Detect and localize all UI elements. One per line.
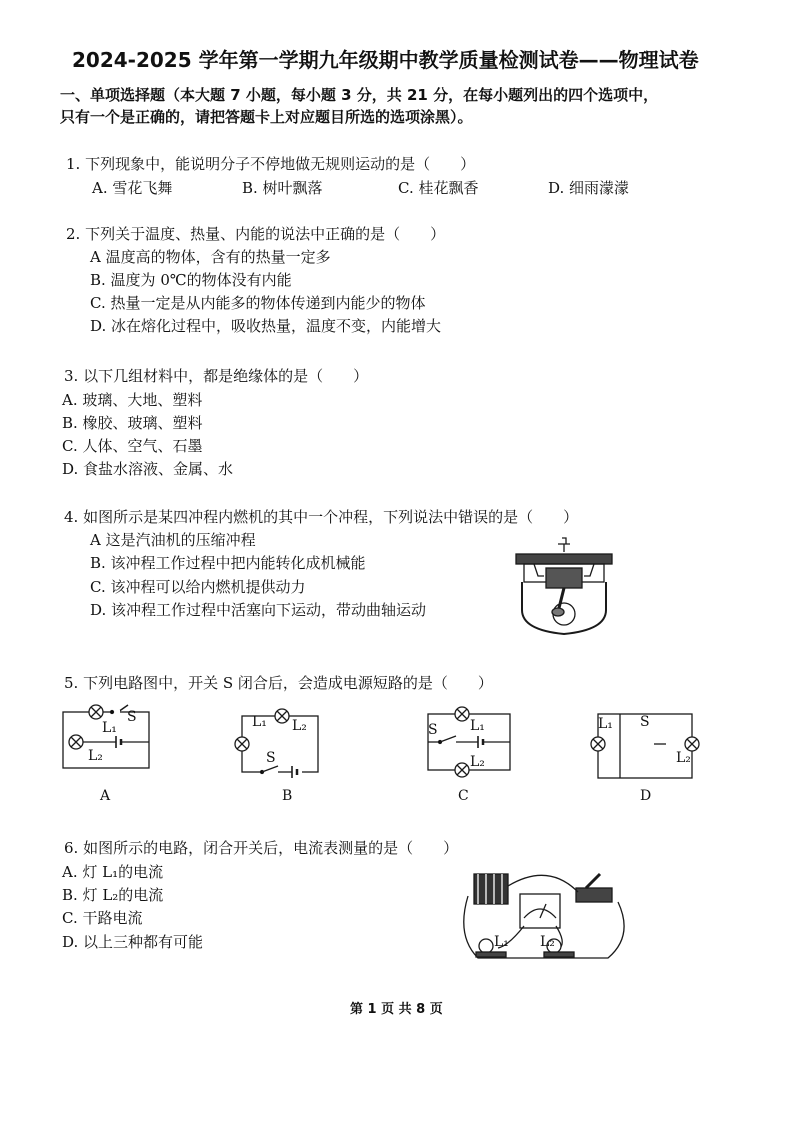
q6-option-d[interactable]: D. 以上三种都有可能 <box>62 933 204 951</box>
circuit-a-l2-label: L₂ <box>88 748 103 764</box>
q2-option-d[interactable]: D. 冰在熔化过程中，吸收热量，温度不变，内能增大 <box>90 317 442 335</box>
q3-option-c[interactable]: C. 人体、空气、石墨 <box>62 437 203 455</box>
q4-option-a[interactable]: A 这是汽油机的压缩冲程 <box>90 531 256 549</box>
q4-option-c[interactable]: C. 该冲程可以给内燃机提供动力 <box>90 578 306 596</box>
page-title: 2024-2025 学年第一学期九年级期中教学质量检测试卷——物理试卷 <box>72 48 699 72</box>
circuit-c-l1-label: L₁ <box>470 718 485 734</box>
circuit-b-l2-label: L₂ <box>292 718 307 734</box>
q1-option-d[interactable]: D. 细雨濛濛 <box>548 179 630 197</box>
q6-option-b[interactable]: B. 灯 L₂的电流 <box>62 886 164 904</box>
circuit-b-l1-label: L₁ <box>252 714 267 730</box>
q2-option-a[interactable]: A 温度高的物体，含有的热量一定多 <box>90 248 331 266</box>
q6-stem: 6. 如图所示的电路，闭合开关后，电流表测量的是（ ） <box>64 839 459 857</box>
circuit-a-label: A <box>100 788 111 804</box>
circuit-c-switch-label: S <box>428 722 438 738</box>
circuit-b-label: B <box>282 788 293 804</box>
q4-option-b[interactable]: B. 该冲程工作过程中把内能转化成机械能 <box>90 554 366 572</box>
q2-stem: 2. 下列关于温度、热量、内能的说法中正确的是（ ） <box>66 225 446 243</box>
section-instructions-line1: 一、单项选择题（本大题 7 小题，每小题 3 分，共 21 分，在每小题列出的四个选项中， <box>60 86 659 104</box>
circuit-c-l2-label: L₂ <box>470 754 485 770</box>
q1-stem: 1. 下列现象中，能说明分子不停地做无规则运动的是（ ） <box>66 155 476 173</box>
q3-stem: 3. 以下几组材料中，都是绝缘体的是（ ） <box>64 367 369 385</box>
q1-option-b[interactable]: B. 树叶飘落 <box>242 179 323 197</box>
circuit-b-switch-label: S <box>266 750 276 766</box>
circuit-d-label: D <box>640 788 652 804</box>
q6-l2-label: L₂ <box>540 934 555 950</box>
section-instructions-line2: 只有一个是正确的，请把答题卡上对应题目所选的选项涂黑）。 <box>60 108 473 126</box>
q5-stem: 5. 下列电路图中，开关 S 闭合后，会造成电源短路的是（ ） <box>64 674 493 692</box>
q3-option-a[interactable]: A. 玻璃、大地、塑料 <box>62 391 203 409</box>
q1-option-c[interactable]: C. 桂花飘香 <box>398 179 479 197</box>
q2-option-c[interactable]: C. 热量一定是从内能多的物体传递到内能少的物体 <box>90 294 426 312</box>
circuit-d-l2-label: L₂ <box>676 750 691 766</box>
q4-stem: 4. 如图所示是某四冲程内燃机的其中一个冲程，下列说法中错误的是（ ） <box>64 508 579 526</box>
q1-option-a[interactable]: A. 雪花飞舞 <box>92 179 173 197</box>
q2-option-b[interactable]: B. 温度为 0℃的物体没有内能 <box>90 271 292 289</box>
circuit-d-l1-label: L₁ <box>598 716 613 732</box>
ammeter-circuit-figure <box>458 866 638 966</box>
circuit-c <box>420 702 520 782</box>
circuit-a-l1-label: L₁ <box>102 720 117 736</box>
circuit-a-switch-label: S <box>127 709 137 725</box>
q6-option-c[interactable]: C. 干路电流 <box>62 909 143 927</box>
circuit-b <box>232 706 332 778</box>
q3-option-b[interactable]: B. 橡胶、玻璃、塑料 <box>62 414 203 432</box>
q4-option-d[interactable]: D. 该冲程工作过程中活塞向下运动，带动曲轴运动 <box>90 601 427 619</box>
page-footer: 第 1 页 共 8 页 <box>350 1002 443 1017</box>
q6-l1-label: L₁ <box>494 934 509 950</box>
engine-figure <box>514 530 614 640</box>
q6-option-a[interactable]: A. 灯 L₁的电流 <box>62 863 164 881</box>
circuit-d-switch-label: S <box>640 714 650 730</box>
circuit-a <box>62 702 162 782</box>
q3-option-d[interactable]: D. 食盐水溶液、金属、水 <box>62 460 234 478</box>
circuit-c-label: C <box>458 788 469 804</box>
